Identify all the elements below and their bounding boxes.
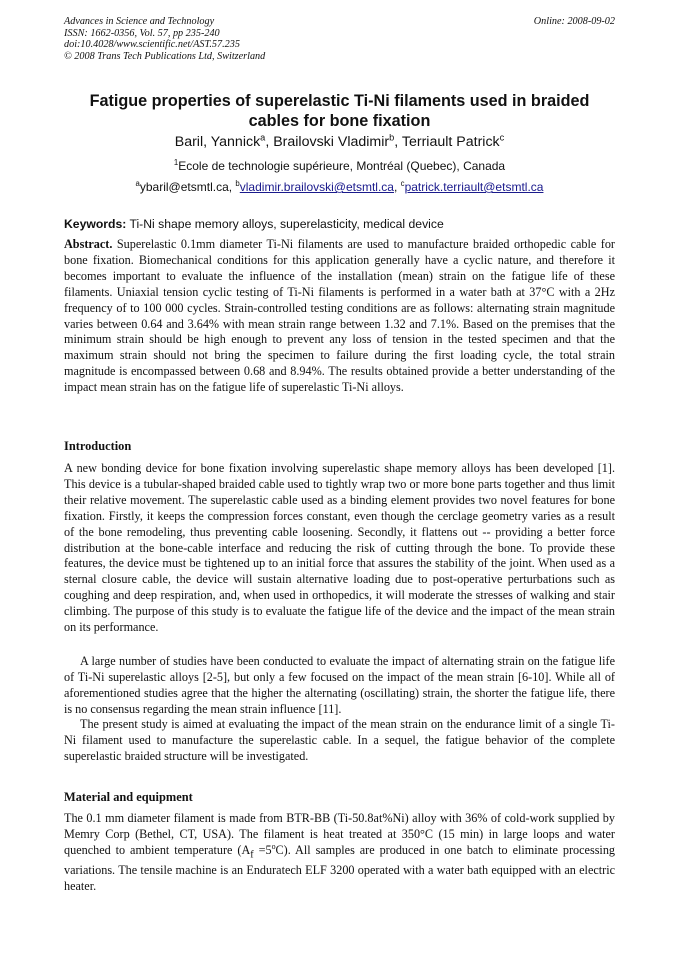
email-list — [64, 180, 615, 194]
journal-header — [64, 16, 615, 62]
subscript: f — [250, 849, 254, 861]
keywords-text: Ti-Ni shape memory alloys, superelasticity, medical device — [129, 217, 444, 231]
abstract — [64, 237, 615, 396]
material-text: The 0.1 mm diameter filament is made from BTR-BB (Ti-50.8at%Ni) alloy with 36% of cold-work supplied by Memry Corp (Bethel, CT, USA). The filament is heat treated at 350°C (15 min) in large loops and water quenched to ambient temperature (A — [64, 811, 615, 857]
affiliation-text: Ecole de technologie supérieure, Montréal (Quebec), Canada — [178, 159, 506, 173]
issn: ISSN: 1662-0356, Vol. 57, pp 235-240 — [64, 27, 220, 39]
author-name: Brailovski Vladimir — [273, 134, 390, 150]
author-list — [64, 133, 615, 151]
copyright: © 2008 Trans Tech Publications Ltd, Switzerland — [64, 50, 266, 62]
section-heading-introduction: Introduction — [64, 439, 132, 453]
author-sup: a — [260, 132, 266, 143]
email-separator: , — [228, 180, 236, 194]
material-text: =5 — [253, 842, 272, 857]
author-separator: , — [394, 134, 402, 150]
affiliation — [64, 159, 615, 173]
email-sup: a — [135, 179, 140, 188]
doi: doi:10.4028/www.scientific.net/AST.57.235 — [64, 39, 240, 51]
author-sup: b — [389, 132, 395, 143]
keywords-label: Keywords: — [64, 217, 127, 231]
abstract-label: Abstract. — [64, 237, 113, 251]
material-paragraph — [64, 811, 615, 895]
introduction-paragraph: A new bonding device for bone fixation involving superelastic shape memory alloys has been developed [1]. This device is a tubular-shaped braided cable used to tightly wrap two or more bone parts together and thus limit their relative movement. The superelastic cable used as a binding element provides two novel features for bone fixation. Firstly, it keeps the compression forces constant, even though the cerclage geometry varies as a result of the bone remodeling, thus preventing cable loosening. Secondly, it flattens out -- providing a better force distribution at the bone-cable interface and reducing the risk of cutting through the bone. To provide these features, the device must be tightened up to an initial force that assures the stability of the joint. When used as a sternal closure cable, the device will sustain alternative loading due to post-operative perturbations such as coughing and deep respiration, and, when used in orthopedics, it will moderate the stresses of walking and stair climbing. The purpose of this study is to evaluate the fatigue life of the device and the impact of the mean strain on its performance. — [64, 461, 615, 635]
journal-name: Advances in Science and Technology — [64, 16, 215, 27]
email-sup: c — [400, 179, 405, 188]
introduction-paragraph: A large number of studies have been conducted to evaluate the impact of alternating strain on the fatigue life of Ti-Ni superelastic alloys [2-5], but only a few focused on the impact of the mean strain [6-10]. While all of aforementioned studies agree that the higher the alternating (oscillating) strain, the shorter the fatigue life, there is no consensus regarding the mean strain influence [11]. — [64, 654, 615, 716]
email-address[interactable]: ybaril@etsmtl.ca — [139, 180, 229, 194]
keywords — [64, 217, 615, 231]
abstract-text: Superelastic 0.1mm diameter Ti-Ni filaments are used to manufacture braided orthopedic cable for bone fixation. Biomechanical conditions for this application generally have a cyclic nature, and therefore it becomes important to evaluate the influence of the installation (mean) strain on the fatigue life of these filaments. Uniaxial tension cyclic testing of Ti-Ni filaments is performed in a water bath at 37°C with a 2Hz frequency of to 100 000 cycles. Strain-controlled testing conditions are as follows: alternating strain magnitude varies between 0.64 and 3.64% with mean strain range between 1.32 and 7.1%. Based on the premises that the minimum strain should be high enough to prevent any loss of tension in the tested specimen and that the maximum strain should not bring the specimen to failure during the first loading cycle, the total strain magnitude is encompassed between 0.68 and 8.94%. The results obtained provide a better understanding of the impact mean strain has on the fatigue life of superelastic Ti-Ni alloys. — [64, 237, 615, 395]
email-link[interactable]: vladimir.brailovski@etsmtl.ca — [239, 180, 394, 194]
superscript: o — [271, 841, 276, 851]
paper-title: Fatigue properties of superelastic Ti-Ni filaments used in braided cables for bone fixation — [89, 92, 590, 130]
email-separator: , — [393, 180, 401, 194]
email-sup: b — [235, 179, 240, 188]
author-sup: c — [499, 132, 505, 143]
online-date: Online: 2008-09-02 — [533, 16, 615, 27]
affiliation-sup: 1 — [173, 158, 179, 167]
author-separator: , — [265, 134, 274, 150]
section-heading-material: Material and equipment — [64, 790, 193, 804]
material-text: C). All samples are produced in one batch to eliminate processing variations. The tensile machine is an Enduratech ELF 3200 operated with a water bath equipped with an electric heater. — [64, 842, 616, 894]
introduction-paragraph: The present study is aimed at evaluating the impact of the mean strain on the endurance limit of a single Ti-Ni filament used to manufacture the superelastic cable. In a sequel, the fatigue behavior of the complete superelastic braided structure will be investigated. — [64, 717, 615, 763]
author-name: Terriault Patrick — [401, 134, 500, 150]
author-name: Baril, Yannick — [174, 134, 261, 150]
email-link[interactable]: patrick.terriault@etsmtl.ca — [404, 180, 544, 194]
